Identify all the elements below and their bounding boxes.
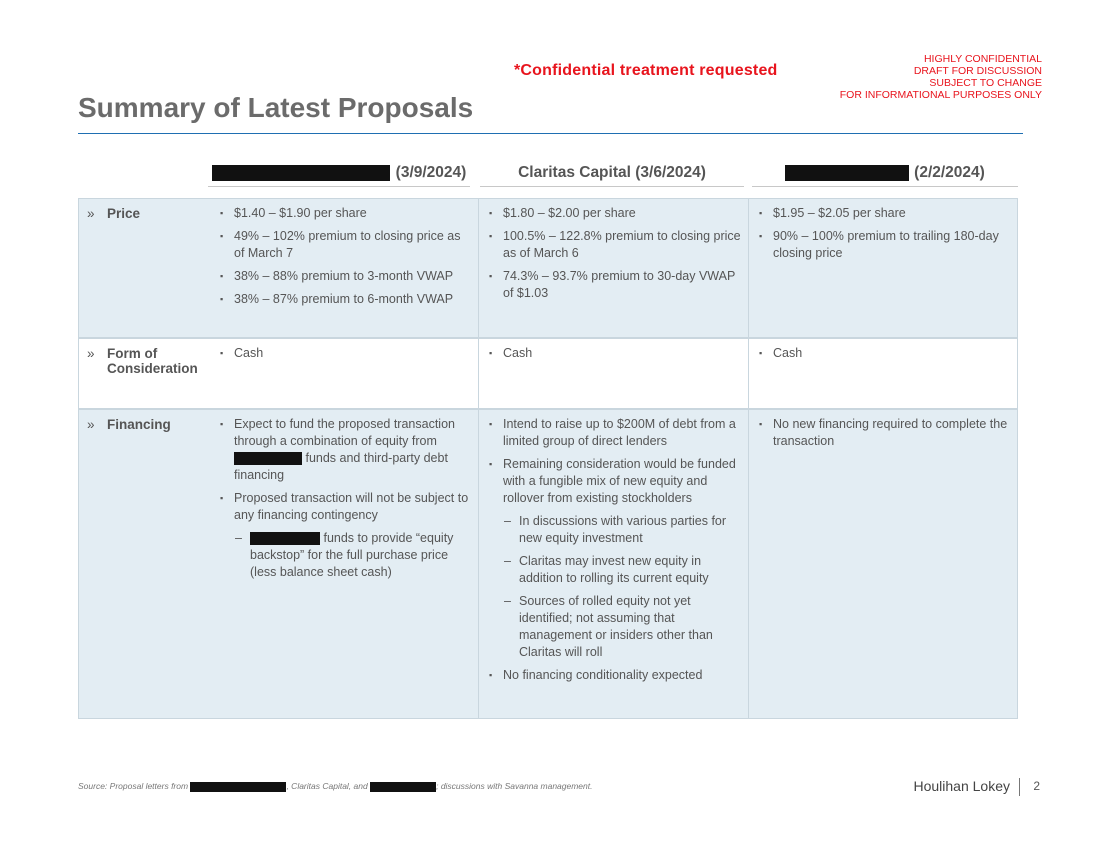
confidential-line: FOR INFORMATIONAL PURPOSES ONLY [839, 89, 1042, 101]
label-line: Form of [107, 346, 158, 361]
cell-consideration-claritas [489, 345, 743, 408]
row-label-text: Price [107, 206, 141, 221]
list-item: ▪ $1.80 – $2.00 per share [489, 205, 743, 222]
column-divider [748, 410, 749, 718]
brand-logo: Houlihan Lokey [913, 778, 1010, 794]
list-item: ▪ 74.3% – 93.7% premium to 30-day VWAP of $1.03 [489, 268, 743, 302]
chevron-right-icon: » [87, 346, 95, 361]
chevron-right-icon: » [87, 417, 95, 432]
list-item: ▪ Cash [220, 345, 474, 362]
list-item: ▪ 38% – 88% premium to 3-month VWAP [220, 268, 474, 285]
item-text: funds to provide “equity backstop” for the full purchase price (less balance sheet cash) [250, 531, 454, 579]
column-divider [478, 410, 479, 718]
confidential-line: HIGHLY CONFIDENTIAL [923, 53, 1042, 65]
list-item [220, 416, 474, 484]
cell-consideration-bidder-1 [220, 345, 474, 408]
row-label-price [87, 206, 140, 221]
column-date: (3/6/2024) [635, 164, 706, 181]
list-item: ▪ $1.95 – $2.05 per share [759, 205, 1009, 222]
cell-financing-claritas [489, 416, 743, 718]
item-text: Expect to fund the proposed transaction through a combination of equity from [234, 417, 455, 448]
list-item: ▪ No new financing required to complete the transaction [759, 416, 1009, 450]
column-divider [748, 199, 749, 337]
sub-list-item: – In discussions with various parties for new equity investment [503, 513, 743, 547]
list-item: ▪ 100.5% – 122.8% premium to closing price as of March 6 [489, 228, 743, 262]
source-text: , Claritas Capital, and [286, 781, 368, 791]
item-text: funds and third-party debt financing [234, 451, 448, 482]
list-item: ▪ Cash [489, 345, 743, 362]
label-line: Consideration [107, 361, 198, 376]
confidentiality-legend [840, 53, 1042, 101]
redaction-bar [212, 165, 390, 181]
confidential-treatment-notice: *Confidential treatment requested [514, 62, 778, 79]
confidential-line: DRAFT FOR DISCUSSION [913, 65, 1042, 77]
cell-price-bidder-1 [220, 205, 474, 337]
redaction-bar [190, 782, 286, 792]
list-item: ▪ 38% – 87% premium to 6-month VWAP [220, 291, 474, 308]
item-text: Remaining consideration would be funded with a fungible mix of new equity and rollover from existing stockholders [503, 457, 736, 505]
source-text: ; discussions with Savanna management. [436, 781, 593, 791]
row-label-text [107, 346, 198, 376]
row-label-financing [87, 417, 171, 432]
table-row-price [78, 198, 1018, 338]
redaction-bar [250, 532, 320, 545]
list-item [489, 456, 743, 661]
column-divider [478, 339, 479, 408]
column-header-bidder-3 [752, 160, 1018, 187]
list-item [220, 490, 474, 581]
chevron-right-icon: » [87, 206, 95, 221]
source-note [78, 781, 593, 792]
confidential-line: SUBJECT TO CHANGE [929, 77, 1042, 89]
list-item: ▪ 90% – 100% premium to trailing 180-day closing price [759, 228, 1009, 262]
column-header-bidder-1 [208, 160, 470, 187]
footer-divider [1019, 778, 1020, 796]
column-date: (3/9/2024) [395, 164, 467, 181]
column-header-claritas [480, 160, 744, 187]
cell-price-bidder-3 [759, 205, 1009, 337]
list-item: ▪ 49% – 102% premium to closing price as of March 7 [220, 228, 474, 262]
redaction-bar [370, 782, 436, 792]
list-item: ▪ $1.40 – $1.90 per share [220, 205, 474, 222]
sub-list-item: – Claritas may invest new equity in addition to rolling its current equity [503, 553, 743, 587]
redaction-bar [234, 452, 302, 465]
cell-financing-bidder-1 [220, 416, 474, 718]
column-divider [478, 199, 479, 337]
page-number: 2 [1033, 779, 1040, 793]
table-row-financing [78, 409, 1018, 719]
column-divider [748, 339, 749, 408]
column-name: Claritas Capital [518, 164, 631, 181]
title-divider [78, 133, 1023, 134]
item-text: Proposed transaction will not be subject to any financing contingency [234, 491, 469, 522]
cell-financing-bidder-3 [759, 416, 1009, 718]
row-label-text: Financing [107, 417, 171, 432]
cell-consideration-bidder-3 [759, 345, 1009, 408]
page-title: Summary of Latest Proposals [78, 92, 474, 123]
sub-list-item [234, 530, 474, 581]
list-item: ▪ No financing conditionality expected [489, 667, 743, 684]
source-text: Source: Proposal letters from [78, 781, 189, 791]
list-item: ▪ Cash [759, 345, 1009, 362]
list-item: ▪ Intend to raise up to $200M of debt from a limited group of direct lenders [489, 416, 743, 450]
cell-price-claritas [489, 205, 743, 337]
redaction-bar [785, 165, 909, 181]
sub-list-item: – Sources of rolled equity not yet identified; not assuming that management or insiders other than Claritas will roll [503, 593, 743, 661]
row-label-consideration [87, 346, 198, 376]
column-date: (2/2/2024) [914, 164, 985, 181]
table-row-consideration [78, 338, 1018, 409]
